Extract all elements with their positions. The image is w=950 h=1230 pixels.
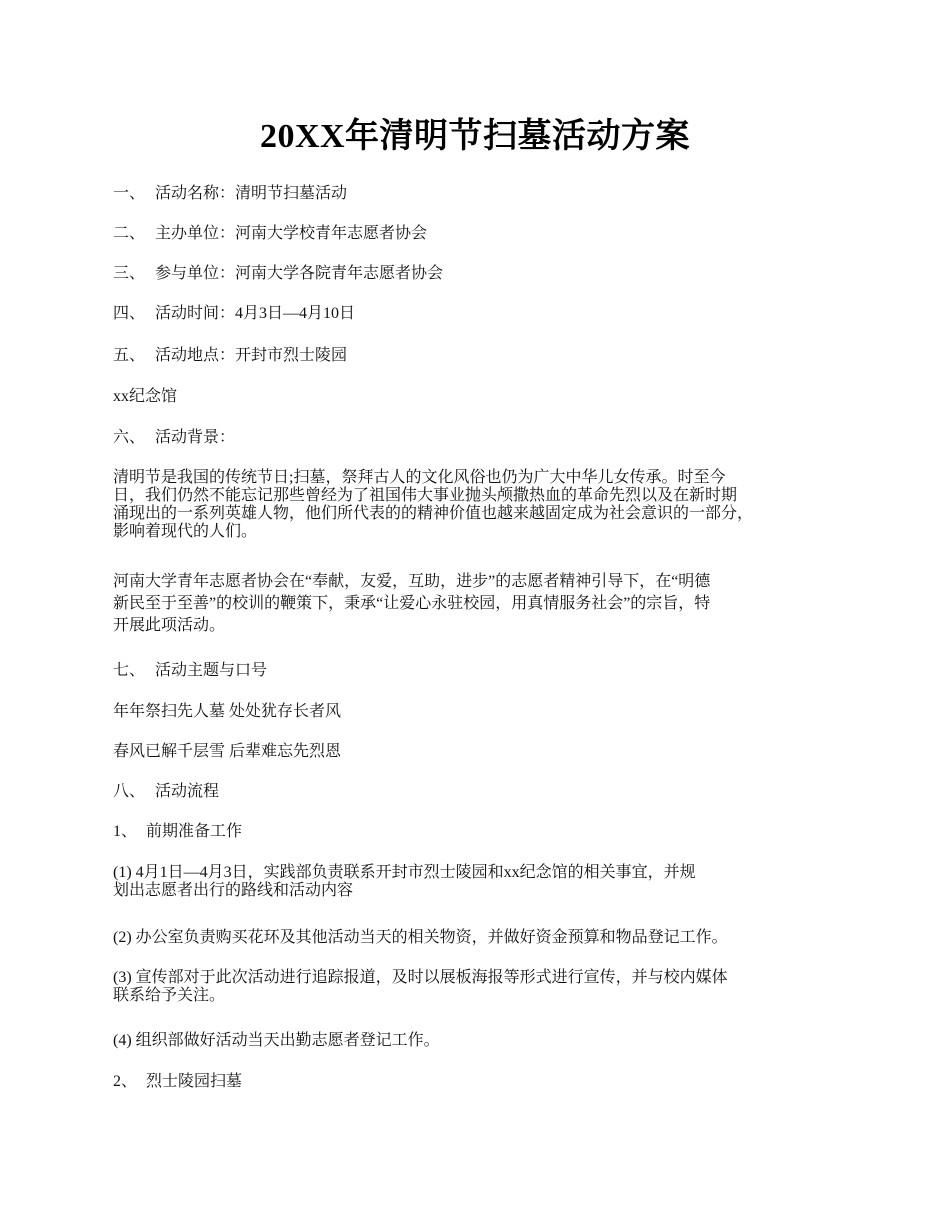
paragraph-line: 影响着现代的人们。: [113, 523, 258, 540]
paragraph-line: 河南大学青年志愿者协会在“奉献，友爱，互助，进步”的志愿者精神引导下，在“明德: [113, 573, 711, 590]
section-background: [113, 427, 853, 449]
preparation-item-4: (4) 组织部做好活动当天出勤志愿者登记工作。: [113, 1032, 440, 1049]
section-text: 活动名称：清明节扫墓活动: [155, 185, 348, 202]
subsection-number: 2、: [113, 1073, 138, 1090]
paragraph-line: 涌现出的一系列英雄人物，他们所代表的的精神价值也越来越固定成为社会意识的一部分，: [113, 505, 754, 522]
paragraph-line: 划出志愿者出行的路线和活动内容: [113, 882, 354, 899]
section-theme-slogan: [113, 660, 853, 682]
section-number: 二、: [113, 225, 146, 242]
section-number: 四、: [113, 305, 146, 322]
section-organizer: [113, 223, 853, 245]
section-text: 活动背景：: [155, 429, 236, 446]
section-number: 七、: [113, 662, 146, 679]
section-text: 参与单位：河南大学各院青年志愿者协会: [155, 265, 444, 282]
section-participants: [113, 263, 853, 285]
section-number: 一、: [113, 185, 146, 202]
preparation-item-1: [113, 864, 853, 900]
paragraph-line: (1) 4月1日—4月3日，实践部负责联系开封市烈士陵园和xx纪念馆的相关事宜，并规: [113, 864, 696, 881]
section-activity-process: [113, 781, 853, 803]
paragraph-line: 新民至于至善”的校训的鞭策下，秉承“让爱心永驻校园，用真情服务社会”的宗旨，特: [113, 595, 711, 612]
section-number: 八、: [113, 783, 146, 800]
preparation-item-3: [113, 969, 853, 1005]
section-number: 三、: [113, 265, 146, 282]
section-text: 活动时间：4月3日—4月10日: [155, 305, 356, 322]
section-activity-name: [113, 183, 853, 205]
subsection-preparation: [113, 821, 853, 843]
section-activity-time: [113, 303, 853, 325]
subsection-text: 烈士陵园扫墓: [146, 1073, 243, 1090]
section-number: 五、: [113, 347, 146, 364]
slogan-line-2: 春风已解千层雪 后辈难忘先烈恩: [113, 743, 342, 760]
section-number: 六、: [113, 429, 146, 446]
section-text: 活动流程: [155, 783, 220, 800]
section-text: 活动地点：开封市烈士陵园: [155, 347, 348, 364]
paragraph-line: 清明节是我国的传统节日;扫墓，祭拜古人的文化风俗也仍为广大中华儿女传承。时至今: [113, 469, 726, 486]
section-activity-location: [113, 345, 853, 367]
preparation-item-2: (2) 办公室负责购买花环及其他活动当天的相关物资，并做好资金预算和物品登记工作。: [113, 929, 728, 946]
document-title: 20XX年清明节扫墓活动方案: [259, 118, 691, 155]
section-text: 活动主题与口号: [155, 662, 268, 679]
background-paragraph-2: [113, 571, 853, 637]
slogan-line-1: 年年祭扫先人墓 处处犹存长者风: [113, 703, 342, 720]
paragraph-line: 联系给予关注。: [113, 987, 226, 1004]
subsection-number: 1、: [113, 823, 138, 840]
subsection-text: 前期准备工作: [146, 823, 243, 840]
paragraph-line: 日，我们仍然不能忘记那些曾经为了祖国伟大事业抛头颅撒热血的革命先烈以及在新时期: [113, 487, 738, 504]
section-text: 主办单位：河南大学校青年志愿者协会: [155, 225, 428, 242]
location-memorial-hall: xx纪念馆: [113, 388, 178, 405]
paragraph-line: 开展此项活动。: [113, 617, 226, 634]
subsection-cemetery-visit: [113, 1071, 853, 1093]
background-paragraph-1: [113, 469, 853, 541]
paragraph-line: (3) 宣传部对于此次活动进行追踪报道，及时以展板海报等形式进行宣传，并与校内媒体: [113, 969, 728, 986]
